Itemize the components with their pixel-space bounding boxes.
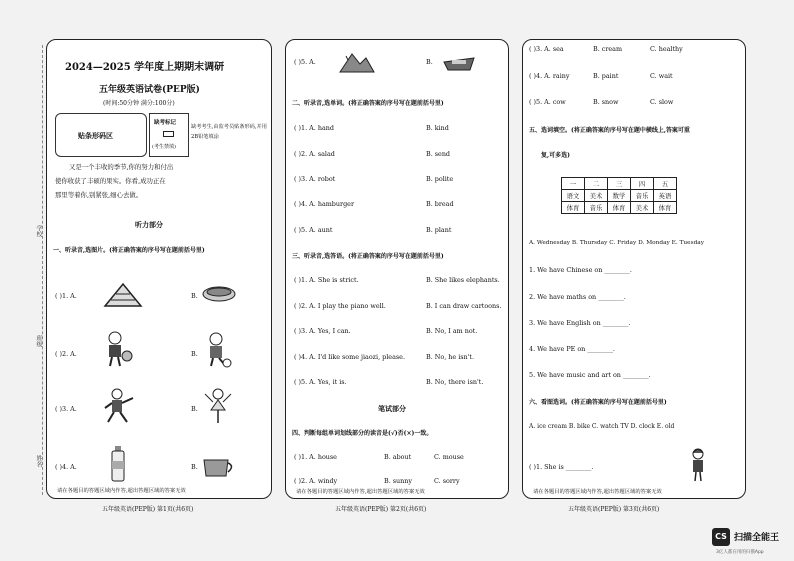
listening-section-title: 听力部分 [135, 220, 163, 229]
timetable-cell: 数学 [608, 190, 631, 202]
s2-q4-a: ( )4. A. hamburger [294, 200, 354, 208]
s2-q5-a: ( )5. A. aunt [294, 226, 333, 234]
boy-basketball-picture [103, 330, 133, 368]
fill-4: 4. We have PE on ________. [529, 345, 615, 353]
timetable-cell: 语文 [562, 190, 585, 202]
weekday-options: A. Wednesday B. Thursday C. Friday D. Monday E. Tuesday [529, 240, 705, 246]
timetable-cell: 音乐 [585, 202, 608, 214]
page-footer-2: 五年级英语(PEP版) 第2页(共6页) [335, 506, 427, 513]
fill-2: 2. We have maths on ________. [529, 293, 626, 301]
section-5-heading-cont: 复,可多选) [541, 152, 570, 159]
side-label-name: 姓名 [35, 455, 42, 467]
barcode-label: 贴条形码区 [78, 131, 113, 140]
s4-q2-a: ( )2. A. windy [294, 477, 338, 485]
footer-warning-3: 请在各题目的答题区域内作答,超出答题区域的答案无效 [533, 489, 662, 495]
page-1 [46, 39, 272, 499]
written-section-title: 笔试部分 [378, 404, 406, 413]
s4-q5-c: C. slow [650, 98, 674, 106]
brand-slogan: 3亿人都在用的扫描App [716, 550, 764, 555]
s4-q5-b: B. snow [593, 98, 619, 106]
boy-football-picture [202, 332, 232, 368]
q1-5-b: B. [426, 58, 433, 66]
absent-note: (考生禁填) [152, 144, 176, 150]
intro-line-2: 使你收获了丰硕的果实。你看,成功正在 [55, 177, 166, 185]
q1-4-b: B. [191, 463, 198, 471]
s6-q1: ( )1. She is ________. [529, 463, 594, 471]
q1-4-a: ( )4. A. [55, 463, 77, 471]
absent-box [149, 113, 189, 157]
s4-q3-c: C. healthy [650, 45, 683, 53]
s4-q3-b: B. cream [593, 45, 623, 53]
timetable-head-3: 三 [608, 178, 631, 190]
s3-q5-b: B. No, there isn't. [426, 378, 484, 386]
s3-q1-b: B. She likes elephants. [426, 276, 500, 284]
s3-q2-b: B. I can draw cartoons. [426, 302, 502, 310]
brand-name: 扫描全能王 [734, 533, 780, 543]
s3-q3-a: ( )3. A. Yes, I can. [294, 327, 351, 335]
side-label-class: 班级 [35, 335, 42, 347]
footer-warning-1: 请在各题目的答题区域内作答,超出答题区域的答案无效 [57, 488, 186, 494]
s4-q1-a: ( )1. A. house [294, 453, 337, 461]
fill-3: 3. We have English on ________. [529, 319, 631, 327]
section-5-heading: 五、选词填空。(将正确答案的序号写在题中横线上,答案可重 [529, 127, 690, 134]
s3-q4-b: B. No, he isn't. [426, 353, 474, 361]
camscanner-logo-icon: CS [712, 528, 730, 546]
s4-q2-c: C. sorry [434, 477, 460, 485]
page-footer-1: 五年级英语(PEP版) 第1页(共6页) [102, 506, 194, 513]
question-1-heading: 一、听录音,选图片。(将正确答案的序号写在题前括号里) [53, 247, 205, 254]
water-bottle-picture [109, 445, 127, 483]
section-6-heading: 六、看图选词。(将正确答案的序号写在题前括号里) [529, 399, 667, 406]
s3-q3-b: B. No, I am not. [426, 327, 478, 335]
q1-3-b: B. [191, 405, 198, 413]
timetable [561, 177, 677, 214]
page-3 [522, 39, 746, 499]
timetable-cell: 音乐 [631, 190, 654, 202]
s3-q5-a: ( )5. A. Yes, it is. [294, 378, 347, 386]
barcode-area [55, 113, 147, 157]
section-6-options: A. ice cream B. bike C. watch TV D. clock E. old [529, 423, 675, 430]
s4-q5-a: ( )5. A. cow [529, 98, 566, 106]
q1-1-b: B. [191, 292, 198, 300]
s4-q3-a: ( )3. A. sea [529, 45, 564, 53]
s4-q4-a: ( )4. A. rainy [529, 72, 570, 80]
intro-line-3: 那里等着你,别紧张,细心去做。 [55, 191, 143, 199]
timetable-cell: 英语 [654, 190, 677, 202]
footer-warning-2: 请在各题目的答题区域内作答,超出答题区域的答案无效 [296, 489, 425, 495]
fill-5: 5. We have music and art on ________. [529, 371, 651, 379]
s4-q2-b: B. sunny [384, 477, 412, 485]
s2-q1-b: B. kind [426, 124, 449, 132]
section-3-heading: 三、听录音,选答语。(将正确答案的序号写在题前括号里) [292, 253, 444, 260]
absent-label: 缺考标记 [154, 120, 177, 126]
s3-q1-a: ( )1. A. She is strict. [294, 276, 359, 284]
s3-q2-a: ( )2. A. I play the piano well. [294, 302, 386, 310]
q1-5-a: ( )5. A. [294, 58, 316, 66]
s2-q3-b: B. polite [426, 175, 454, 183]
timetable-cell: 体育 [608, 202, 631, 214]
binding-line [42, 45, 43, 495]
exam-subtitle: 五年级英语试卷(PEP版) [99, 85, 200, 95]
q1-3-a: ( )3. A. [55, 405, 77, 413]
s2-q2-b: B. send [426, 150, 451, 158]
kungfu-picture [103, 388, 135, 424]
intro-line-1: 又是一个丰收的季节,你的努力和付出 [69, 163, 174, 171]
s4-q1-b: B. about [384, 453, 412, 461]
s3-q4-a: ( )4. A. I'd like some jiaozi, please. [294, 353, 405, 361]
boat-picture [442, 52, 476, 74]
timetable-cell: 体育 [562, 202, 585, 214]
timetable-head-2: 二 [585, 178, 608, 190]
timetable-cell: 美术 [585, 190, 608, 202]
section-4-heading: 四、判断每组单词划线部分的读音是(√)否(×)一致。 [292, 430, 433, 437]
page-2 [285, 39, 509, 499]
sandwich-picture [103, 280, 143, 310]
cup-picture [202, 458, 236, 478]
s2-q2-a: ( )2. A. salad [294, 150, 335, 158]
s2-q5-b: B. plant [426, 226, 452, 234]
s2-q4-b: B. bread [426, 200, 454, 208]
exam-title: 2024—2025 学年度上期期末调研 [65, 62, 225, 73]
timetable-head-5: 五 [654, 178, 677, 190]
hotdog-picture [202, 284, 236, 304]
mountain-picture [338, 50, 376, 74]
q1-1-a: ( )1. A. [55, 292, 77, 300]
timetable-head-1: 一 [562, 178, 585, 190]
s2-q1-a: ( )1. A. hand [294, 124, 334, 132]
s4-q1-c: C. mouse [434, 453, 464, 461]
section-2-heading: 二、听录音,选单词。(将正确答案的序号写在题前括号里) [292, 100, 444, 107]
q1-2-a: ( )2. A. [55, 350, 77, 358]
fill-1: 1. We have Chinese on ________. [529, 266, 632, 274]
q1-2-b: B. [191, 350, 198, 358]
timetable-cell: 美术 [631, 202, 654, 214]
side-label-school: 学校 [35, 225, 42, 237]
old-woman-picture [689, 448, 707, 482]
absent-checkbox[interactable] [163, 131, 174, 137]
absent-instruction-1: 缺考考生,由监考员贴条形码,并用2B铅笔填涂 [191, 124, 267, 140]
ballet-picture [203, 388, 233, 424]
exam-time: (时间:50分钟 满分:100分) [103, 100, 175, 107]
timetable-head-4: 四 [631, 178, 654, 190]
timetable-cell: 体育 [654, 202, 677, 214]
s4-q4-c: C. wait [650, 72, 673, 80]
page-footer-3: 五年级英语(PEP版) 第3页(共6页) [568, 506, 660, 513]
s2-q3-a: ( )3. A. robot [294, 175, 336, 183]
s4-q4-b: B. paint [593, 72, 619, 80]
